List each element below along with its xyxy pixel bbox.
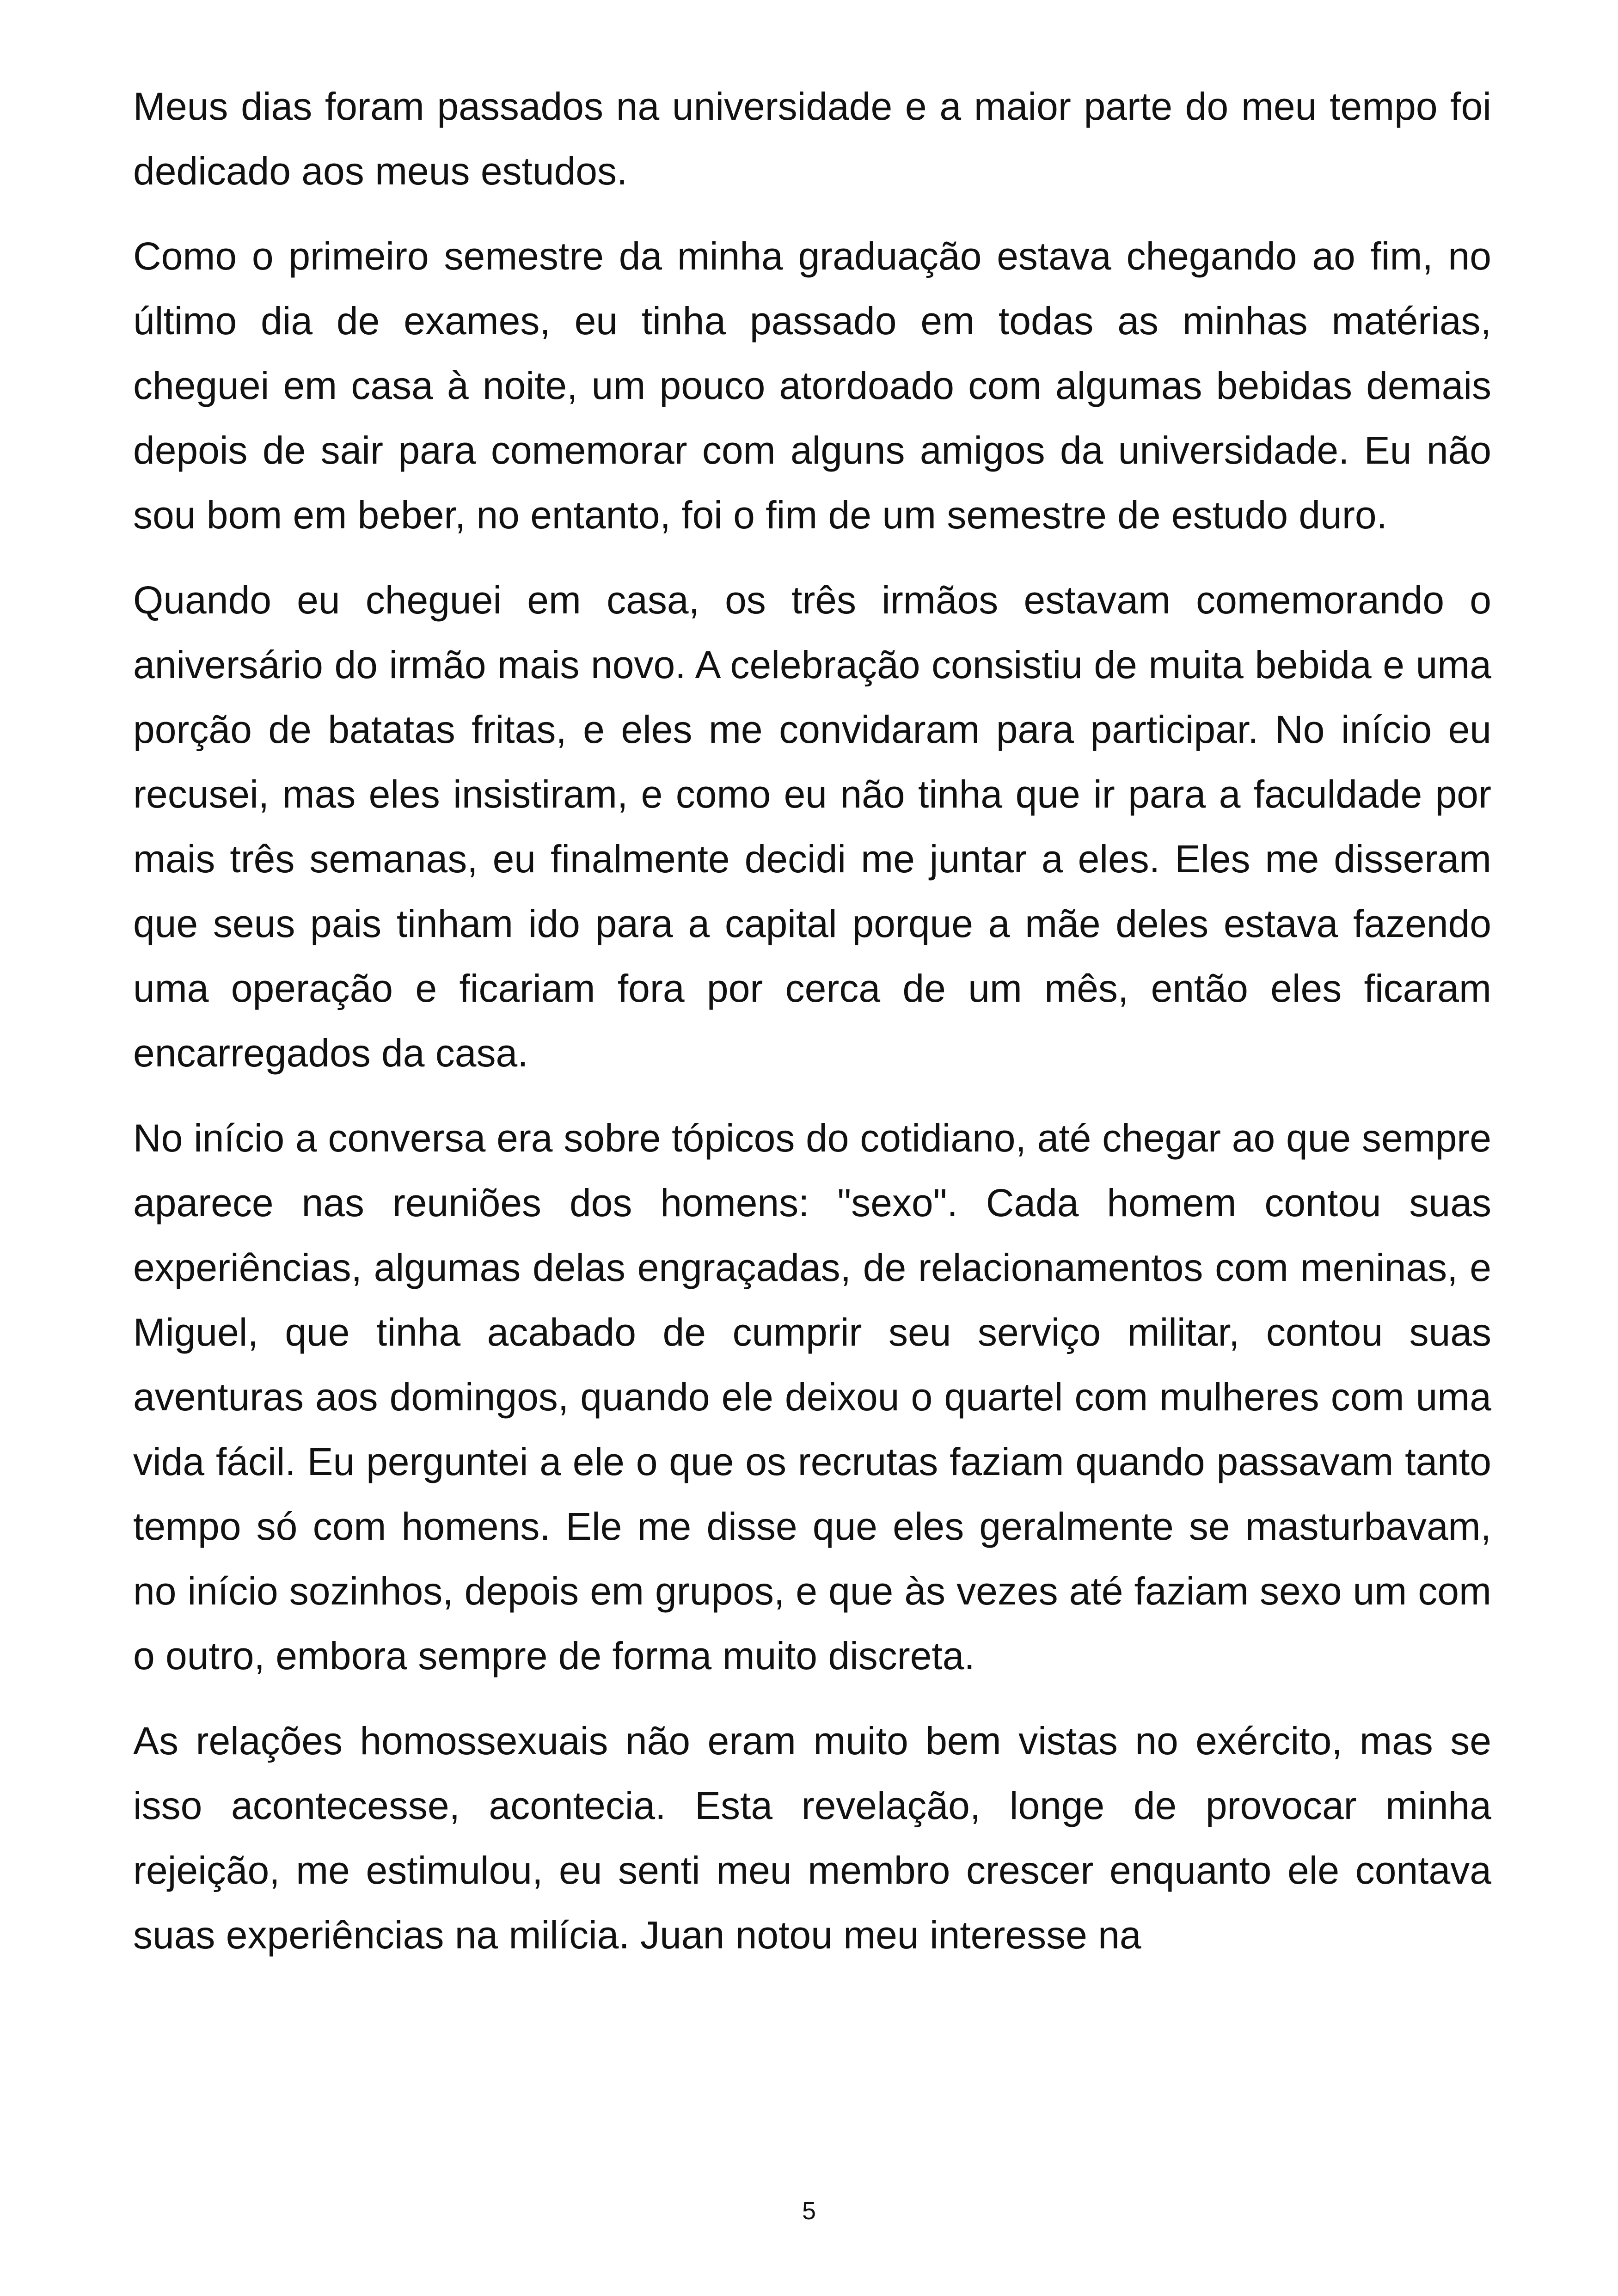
- paragraph-3: Quando eu cheguei em casa, os três irmãos estavam comemorando o aniversário do irmão mais novo. A celebração consistiu de muita bebida e uma porção de batatas fritas, e eles me convidaram para participar. No início eu recusei, mas eles insistiram, e como eu não tinha que ir para a faculdade por mais três semanas, eu finalmente decidi me juntar a eles. Eles me disseram que seus pais tinham ido para a capital porque a mãe deles estava fazendo uma operação e ficariam fora por cerca de um mês, então eles ficaram encarregados da casa.: [133, 578, 1491, 1075]
- page-number: 5: [802, 2197, 816, 2225]
- paragraph-5: As relações homossexuais não eram muito bem vistas no exército, mas se isso acontecesse, acontecia. Esta revelação, longe de provocar minha rejeição, me estimulou, eu senti meu membro crescer enquanto ele contava suas experiências na milícia. Juan notou meu interesse na: [133, 1719, 1491, 1957]
- body-text: [133, 74, 1491, 1988]
- paragraph-2: Como o primeiro semestre da minha graduação estava chegando ao fim, no último dia de exames, eu tinha passado em todas as minhas matérias, cheguei em casa à noite, um pouco atordoado com algumas bebidas demais depois de sair para comemorar com alguns amigos da universidade. Eu não sou bom em beber, no entanto, foi o fim de um semestre de estudo duro.: [133, 234, 1491, 537]
- paragraph-1: Meus dias foram passados na universidade e a maior parte do meu tempo foi dedicado aos meus estudos.: [133, 85, 1491, 193]
- paragraph-4: No início a conversa era sobre tópicos do cotidiano, até chegar ao que sempre aparece nas reuniões dos homens: "sexo". Cada homem contou suas experiências, algumas delas engraçadas, de relacionamentos com meninas, e Miguel, que tinha acabado de cumprir seu serviço militar, contou suas aventuras aos domingos, quando ele deixou o quartel com mulheres com uma vida fácil. Eu perguntei a ele o que os recrutas faziam quando passavam tanto tempo só com homens. Ele me disse que eles geralmente se masturbavam, no início sozinhos, depois em grupos, e que às vezes até faziam sexo um com o outro, embora sempre de forma muito discreta.: [133, 1116, 1491, 1678]
